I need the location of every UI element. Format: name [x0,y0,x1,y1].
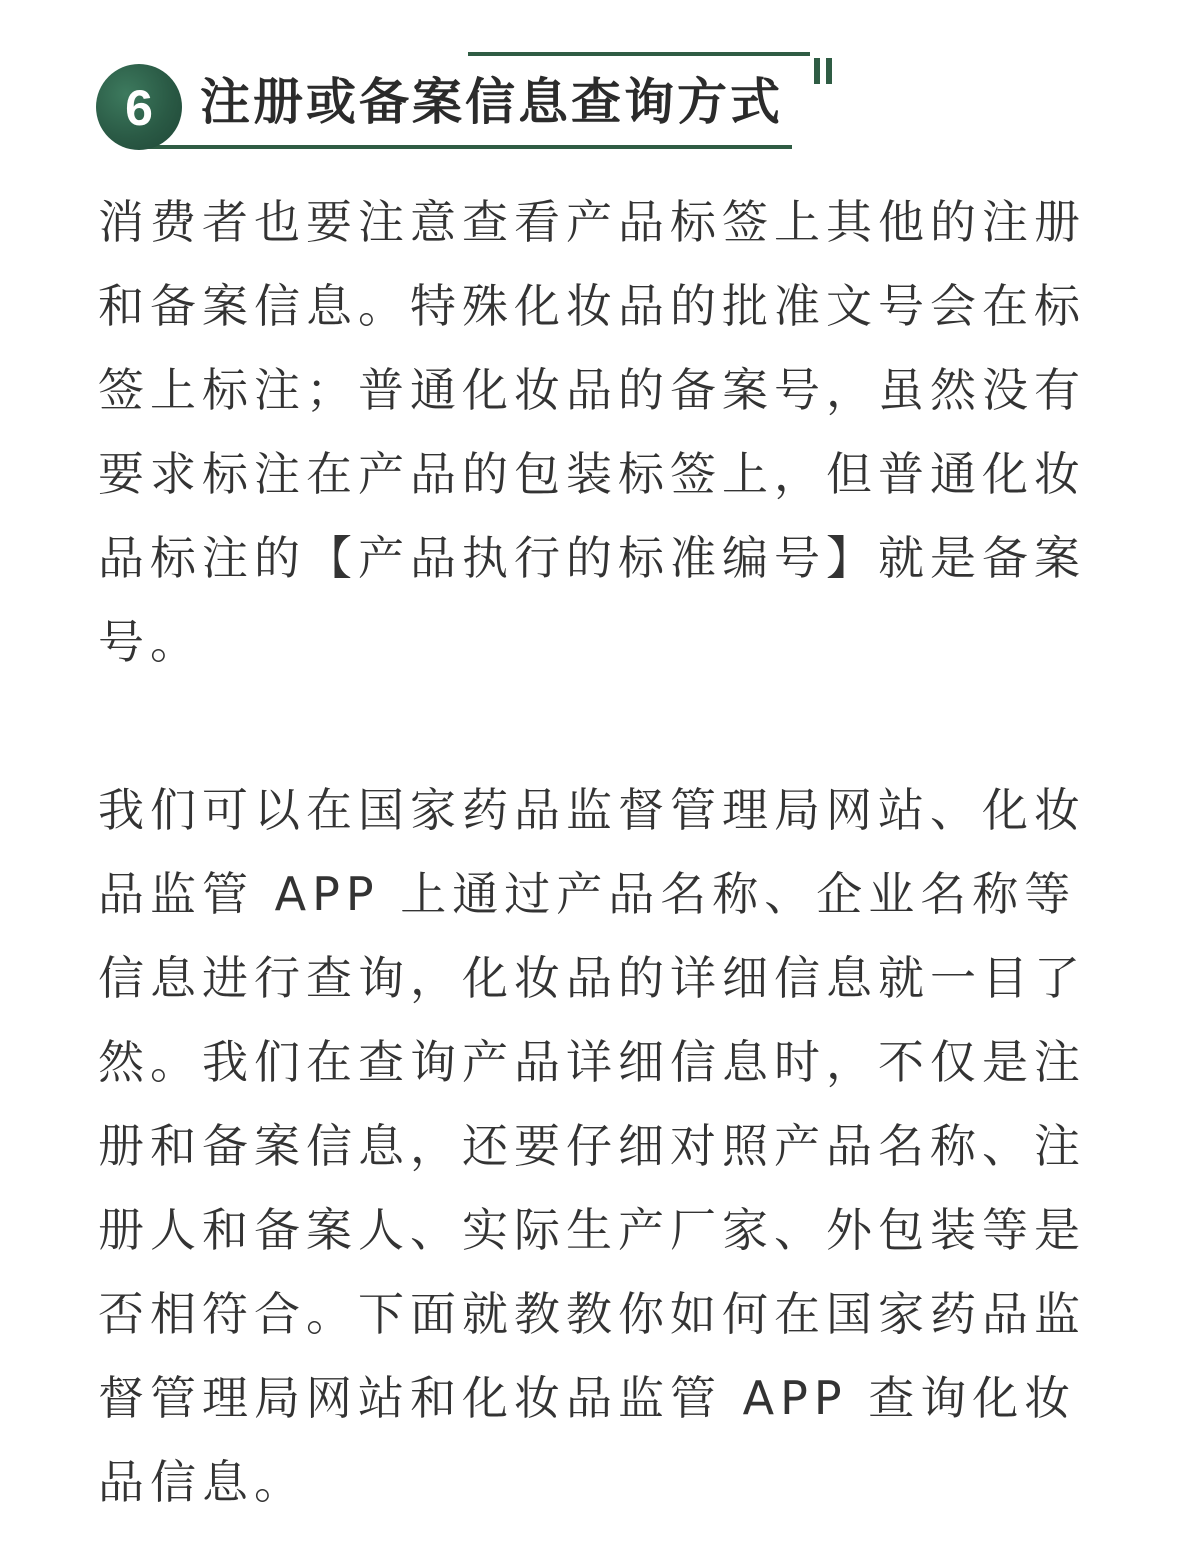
tick-mark [814,58,820,84]
text-line: 品信息。 [98,1455,306,1509]
text-line: 消费者也要注意查看产品标签上其他的注册 [98,195,1086,249]
text-line: 要求标注在产品的包装标签上，但普通化妆 [98,447,1086,501]
header-top-rule [468,52,810,56]
text-line: 签上标注；普通化妆品的备案号，虽然没有 [98,363,1086,417]
text-line: 然。我们在查询产品详细信息时，不仅是注 [98,1035,1086,1089]
header-bottom-rule [140,145,792,149]
paragraph-1 [98,180,1088,684]
text-line: 否相符合。下面就教教你如何在国家药品监 [98,1287,1086,1341]
section-number-badge [96,64,182,150]
section-header [96,52,846,152]
section-number: 6 [125,80,153,136]
text-line: 督管理局网站和化妆品监管 APP 查询化妆 [98,1371,1077,1425]
paragraph-2 [98,768,1088,1524]
text-line: 号。 [98,615,202,669]
text-line: 册和备案信息，还要仔细对照产品名称、注 [98,1119,1086,1173]
header-tick-marks [814,58,838,82]
text-line: 册人和备案人、实际生产厂家、外包装等是 [98,1203,1086,1257]
section-title: 注册或备案信息查询方式 [200,73,783,131]
text-line: 我们可以在国家药品监督管理局网站、化妆 [98,783,1086,837]
text-line: 和备案信息。特殊化妆品的批准文号会在标 [98,279,1086,333]
text-line: 品监管 APP 上通过产品名称、企业名称等 [98,867,1077,921]
text-line: 信息进行查询，化妆品的详细信息就一目了 [98,951,1086,1005]
text-line: 品标注的【产品执行的标准编号】就是备案 [98,531,1086,585]
tick-mark [826,58,832,84]
